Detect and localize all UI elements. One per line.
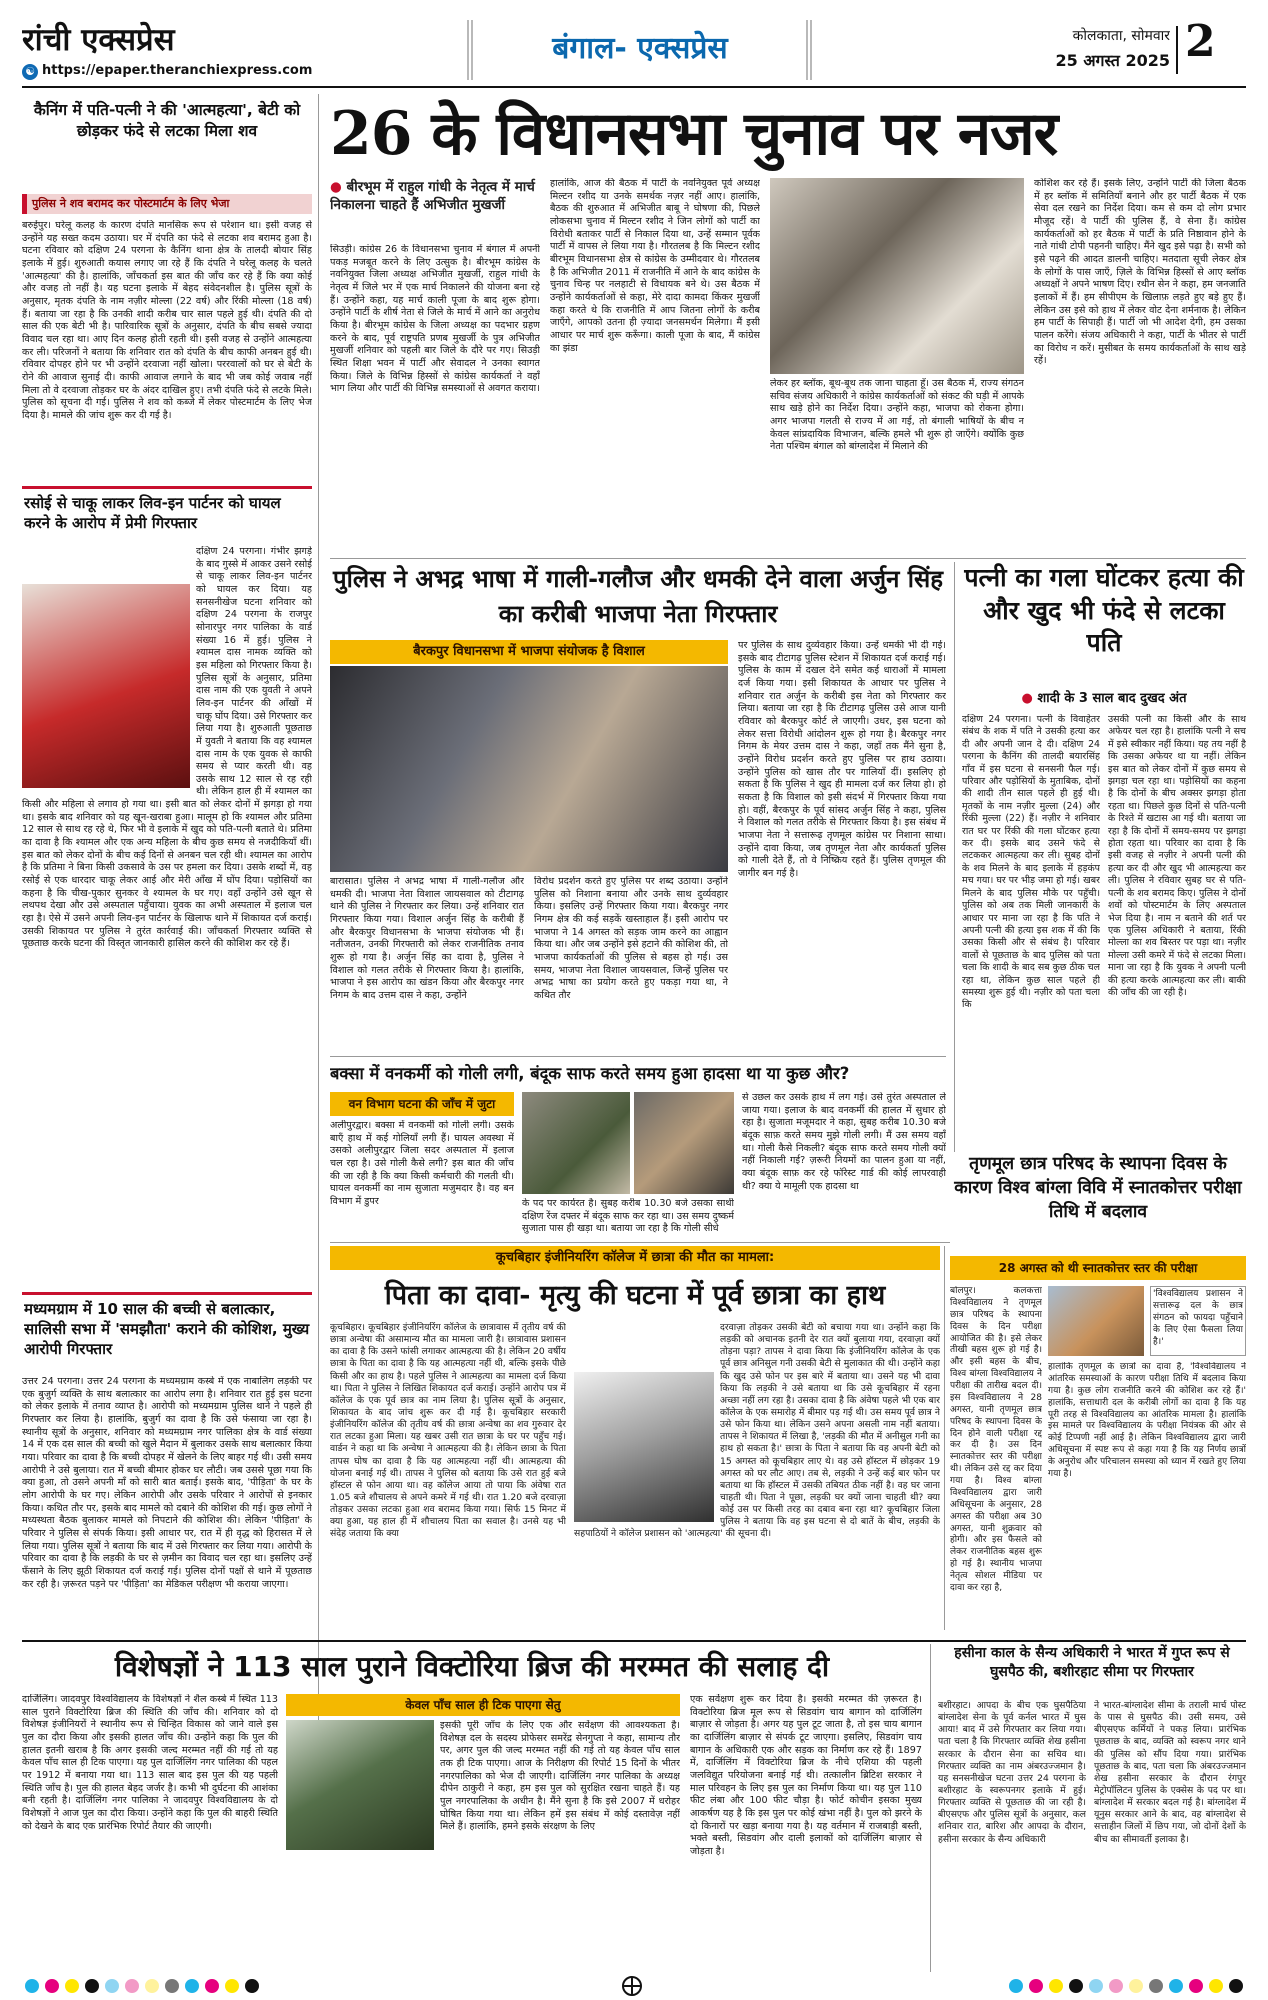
left-column [22,94,312,1804]
section-rule [330,558,1246,559]
tmc-quote: 'विश्वविद्यालय प्रशासन ने सत्तारूढ़ दल के छात्र संगठन को फायदा पहुँचाने के लिए ऐसा फैसला लिया है।' [1150,1286,1246,1356]
masthead-rule [22,86,1246,88]
cooch-col-2 [574,1322,940,1630]
tmc-col-2: हालांकि तृणमूल के छात्रों का दावा है, 'विश्वविद्यालय ने आंतरिक समस्याओं के कारण परीक्षा तिथि में बदलाव किया गया है। कुछ लोग राजनीति करने की कोशिश कर रहे हैं।' हालांकि, सत्ताधारी दल के करीबी लोगों का दावा है कि यह पूरी तरह से विश्वविद्यालय का आंतरिक मामला है। हालांकि इस मामले पर विश्वविद्यालय के परीक्षा नियंत्रक की ओर से कोई टिप्पणी नहीं आई है। लेकिन विश्वविद्यालय द्वारा जारी अधिसूचना में स्पष्ट रूप से कहा गया है कि यह निर्णय छात्रों के अनुरोध और परिचालन समस्या को ध्यान में रखते हुए लिया गया है। [1048,1362,1246,1479]
knife-photo [22,584,190,788]
lead-photo [770,178,1024,374]
shot-col-2: के पद पर कार्यरत है। सुबह करीब 10.30 बजे उसका साथी दक्षिण रेंज दफ्तर में बंदूक साफ कर रहा था। उस समय दुष्कर्म सुजाता पास ही खड़ा था। बताया जा रहा है कि गोली सीधे [522,1198,734,1235]
arrest-banner: बैरकपुर विधानसभा में भाजपा संयोजक है विशाल [330,640,728,664]
canning-story-headline: कैनिंग में पति-पत्नी ने की 'आत्महत्या', बेटी को छोड़कर फंदे से लटका मिला शव [33,101,301,140]
canning-story-body: बरुईपुर। घरेलू कलह के कारण दंपति मानसिक रूप से परेशान था। इसी वजह से उन्होंने यह सख्त कदम उठाया। घर में दंपति का फंदे से लटका शव बरामद हुआ है। घटना रविवार को दक्षिण 24 परगना के कैनिंग थाना क्षेत्र के तालदी बोयार सिंह इलाके में हुई। शुरुआती कयास लगाए जा रहे हैं कि दंपति ने घरेलू कलह के चलते 'आत्महत्या' की है। हालांकि, जाँचकर्ता इस बात की जाँच कर रहे हैं कि क्या कोई और वजह तो नहीं है। यह घटना इलाके में बेहद संवेदनशील है। पुलिस सूत्रों के अनुसार, मृतक दंपति के नाम नज़ीर मोल्ला (22 वर्ष) और रिंकी मोल्ला (18 वर्ष) हैं। बताया जा रहा है कि उनकी शादी करीब चार साल पहले हुई थी। दंपति की दो साल की एक बेटी भी है। पारिवारिक सूत्रों के अनुसार, दंपति के बीच सबसे ज्यादा विवाद चल रहा था। आए दिन कलह होती रहती थी। इसी वजह से उन्होंने आत्महत्या कर ली। परिजनों ने बताया कि शनिवार रात को दंपति के बीच काफी अनबन हुई थी। रविवार दोपहर होने पर भी उन्होंने दरवाजा नहीं खोला। पररवालों को घर से बेटी के रोने की आवाज सुनाई दी। काफी आवाज लगाने के बाद भी जब कोई जवाब नहीं मिला तो वे दरवाजा तोड़कर घर के अंदर दाखिल हुए। तभी दंपति फंदे से लटके मिले। पुलिस को सूचना दी गई। पुलिस ने शव को कब्जे में लेकर पोस्टमार्टम के लिए भेज दिया है। मामले की जांच शुरू कर दी गई है। [22,220,312,421]
arrest-col-2: विरोध प्रदर्शन करते हुए पुलिस पर शब्द उठाया। उन्होंने पुलिस को निशाना बनाया और उनके साथ दुर्व्यवहार किया। इसलिए उन्हें गिरफ्तार किया गया। बैरकपुर नगर निगम क्षेत्र की कई सड़कें खस्ताहाल हैं। इसी आरोप पर भाजपा ने 14 अगस्त को सड़क जाम करने का आह्वान किया था। और जब उन्होंने इसे हटाने की कोशिश की, तो भाजपा कार्यकर्ताओं की पुलिस से बहस हो गई। उस समय, भाजपा नेता विशाल जायसवाल, जिन्हें पुलिस पर अभद्र भाषा का प्रयोग करते हुए पकड़ा गया था, ने कथित तौर [534,876,728,1001]
shot-headline: बक्सा में वनकर्मी को गोली लगी, बंदूक साफ करते समय हुआ हादसा था या कुछ और? [330,1064,850,1083]
cooch-student-photo [574,1372,714,1522]
lead-col-2: हालांकि, आज की बैठक में पार्टी के नवनियुक्त पूर्व अध्यक्ष मिल्टन रशीद या उनके समर्थक नज़र नहीं आए। हालांकि, बैठक की शुरुआत में अभिजीत बाबू ने घोषणा की, पिछले लोकसभा चुनाव में मिल्टन रशीद ने जिन लोगों को पार्टी का विरोधी बताकर पार्टी से निकाल दिया था, उन्हें सम्मान पूर्वक पार्टी में वापस ले लिया गया है। गौरतलब है कि मिल्टन रशीद बीरभूम विधानसभा क्षेत्र से कांग्रेस के उम्मीदवार थे। गौरतलब है कि अभिजीत 2011 में राजनीति में आने के बाद कांग्रेस के चुनाव चिन्ह पर नलहाटी से विधायक बने थे। उस बैठक में उन्होंने कार्यकर्ताओं से कहा, मेरे दादा कामदा किंकर मुखर्जी कहा करते थे कि राजनीति में आप जितना लोगों के करीब जाएँगे, आपको उतना ही ज़्यादा जनसमर्थन मिलेगा। मैं इसी आधार पर मार्च शुरू करूँगा। काली पूजा के बाद, मैं कांग्रेस का झंडा [550,178,760,354]
shot-photo-1 [522,1092,630,1194]
cmyk-dots-right [822,1978,1246,1994]
arrest-col-1: बारासात। पुलिस ने अभद्र भाषा में गाली-गलौज और धमकी दी। भाजपा नेता विशाल जायसवाल को टीटागढ़ थाने की पुलिस ने गिरफ्तार कर लिया। उन्हें शनिवार रात गिरफ्तार किया गया। विशाल अर्जुन सिंह के करीबी हैं और बैरकपुर विधानसभा के भाजपा संयोजक भी हैं। नतीजतन, उनकी गिरफ्तारी को लेकर राजनीतिक तनाव शुरू हो गया है। अर्जुन सिंह का दावा है, पुलिस ने विशाल को गलत तरीके से गिरफ्तार किया है। हालांकि, भाजपा ने इस आरोप का खंडन किया और बैरकपुर नगर निगम के बाद उत्तम दास ने कहा, उन्होंने [330,876,524,1001]
page-number: 2 [1185,16,1216,67]
bridge-photo [286,1720,434,1850]
shot-col-1: अलीपुरद्वार। बक्सा में वनकर्मी को गोली लगी। उसके बाएँ हाथ में कई गोलियाँ लगी हैं। घायल अवस्था में उसको अलीपुरद्वार जिला सदर अस्पताल में इलाज चल रहा है। उसे गोली कैसे लगी? इस बात की जाँच की जा रही है कि क्या किसी कर्मचारी की गलती थी। घायल वनकर्मी का नाम सुजाता मजुमदार है। वह बन विभाग में डुपर [330,1120,514,1207]
section-rule [330,1056,946,1057]
shot-col-3: से उछल कर उसके हाथ में लग गई। उसे तुरंत अस्पताल ले जाया गया। इलाज के बाद वनकर्मी की हालत में सुधार हो रहा है। सुजाता मजूमदार ने कहा, सुबह करीब 10.30 बजे बंदूक साफ़ करते समय मुझे गोली लगी। मैं उस समय वहाँ था। गोली कैसे निकली? बंदूक साफ करते समय गोली क्यों नहीं निकाली गई? ज़रूरी नियमों का पालन हुआ या नहीं, क्या बंदूक साफ़ कर रहे फॉरेस्ट गार्ड की कोई लापरवाही थी? क्या ये मामूली एक हादसा था [742,1092,946,1192]
madhyamgram-story-headline: मध्यमग्राम में 10 साल की बच्ची से बलात्कार, सालिसी सभा में 'समझौता' कराने की कोशिश, मुख्य आरोपी गिरफ्तार [24,1300,310,1358]
epaper-url[interactable]: https://epaper.theranchiexpress.com [42,63,313,78]
tmc-headline: तृणमूल छात्र परिषद के स्थापना दिवस के कारण विश्व बांग्ला विवि में स्नातकोत्तर परीक्षा तिथि में बदलाव [950,1152,1246,1252]
cooch-col-2-text: दरवाज़ा तोड़कर उसकी बेटी को बचाया गया था। उन्होंने कहा कि लड़की को अचानक इतनी देर रात क्यों बुलाया गया, दरवाज़ा क्यों तोड़ना पड़ा? तापस ने दावा किया कि इंजीनियरिंग कॉलेज के एक पूर्व छात्र अनिसुल गनी उसकी बेटी से मुलाकात की थी। उन्होंने कहा कि खुद उसे फोन पर इस बारे में बताया था। उसने यह भी दावा किया कि लड़की ने उसे बताया था कि उसे कूचबिहार में रहना अच्छा नहीं लग रहा है। उसका दावा है कि अंवेषा पहले भी एक बार कॉलेज के एक समारोह में बीमार पड़ गई थी। उस समय पूर्व छात्र ने उसे फोन किया था। लेकिन उसने अपना असली नाम नहीं बताया। तापस ने शिकायत में लिखा है, 'लड़की की मौत में अनीसुल गनी का हाथ हो सकता है।' छात्रा के पिता ने बताया कि वह अपनी बेटी को 15 अगस्त को कूचबिहार लाए थे। वह उसे हॉस्टल में छोड़कर 19 अगस्त को घर लौट आए। तब से, लड़की ने उन्हें कई बार फोन पर बताया था कि हॉस्टल में उसकी तबियत ठीक नहीं है। वह घर जाना चाहती थी। पिता ने पूछा, लड़की घर क्यों जाना चाहती थी? क्या कोई उस पर किसी तरह का दबाव बना रहा था? कूचबिहार जिला पुलिस ने बताया कि वह इस घटना से दो बातें के बीच, लड़की के सहपाठियों ने कॉलेज प्रशासन को 'आत्महत्या' की सूचना दी। [574,1322,940,1540]
divider [22,486,312,489]
knife-story-headline: रसोई से चाकू लाकर लिव-इन पार्टनर को घायल करने के आरोप में प्रेमी गिरफ्तार [24,494,281,532]
web-icon: ☯ [22,64,38,80]
lead-headline: 26 के विधानसभा चुनाव पर नजर [330,99,1058,169]
arrest-photo [330,666,728,872]
section-rule [22,1640,1246,1642]
section-title: बंगाल- एक्सप्रेस [552,31,728,66]
masthead [0,0,1268,92]
registration-mark-icon [622,1976,642,1996]
divider [22,1292,312,1295]
canning-story-subhead: पुलिस ने शव बरामद कर पोस्टमार्टम के लिए भेजा [22,194,312,214]
bdr-col-1: बशीरहाट। आपदा के बीच एक घुसपैठिया बांग्लादेश सेना के पूर्व कर्नल भारत में घुस आया! बाद में उसे गिरफ्तार कर लिया गया। पता चला है कि गिरफ्तार व्यक्ति शेख हसीना सरकार के दौरान सेना का सचिव था। गिरफ्तार व्यक्ति का नाम अंबरउज्जमान है। यह सनसनीखेज घटना उत्तर 24 परगना के बशीरहाट के स्वरूपनगर इलाके में हुई। गिरफ्तार व्यक्ति से पूछताछ की जा रही है। बीएसएफ और पुलिस सूत्रों के अनुसार, कल शनिवार रात, बारिश और आपदा के दौरान, हसीना सरकार के सैन्य अधिकारी [938,1700,1086,1845]
wife-headline: पत्नी का गला घोंटकर हत्या की और खुद भी फंदे से लटका पति [964,563,1244,657]
column-rule [954,562,955,1242]
lead-col-3: लेकर हर ब्लॉक, बूथ-बूथ तक जाना चाहता हूँ। उस बैठक में, राज्य संगठन सचिव संजय अधिकारी ने कांग्रेस कार्यकर्ताओं को संकट की घड़ी में आपके साथ खड़े होने का निर्देश दिया। उन्होंने कहा, भाजपा को रोकना होगा। अगर भाजपा गलती से राज्य में आ गई, तो बंगाली भाषियों के बीच न केवल सांप्रदायिक विभाजन, बल्कि हमले भी शुरू हो जाएँगे। क्योंकि कुछ नेता पश्चिम बंगाल को बांग्लादेश में मिलाने की [770,378,1024,453]
cooch-col-1: कूचबिहार। कूचबिहार इंजीनियरिंग कॉलेज के छात्रावास में तृतीय वर्ष की छात्रा अन्वेषा की असामान्य मौत का मामला जारी है। छात्रावास प्रशासन का दावा है कि उसने फांसी लगाकर आत्महत्या की है। लेकिन 20 वर्षीय छात्रा के पिता का दावा है कि यह आत्महत्या नहीं थी, बल्कि इसके पीछे किसी और का हाथ है। पहले पुलिस ने आत्महत्या का मामला दर्ज किया था। पिता ने पुलिस ने लिखित शिकायत दर्ज कराई। उन्होंने आरोप पत्र में कॉलेज के एक पूर्व छात्र का नाम लिया है। पुलिस सूत्रों के अनुसार, शिकायत के बाद जांच शुरू कर दी गई है। कूचबिहार सरकारी इंजीनियरिंग कॉलेज की तृतीय वर्ष की छात्रा अन्वेषा का शव गुरुवार देर रात लटका हुआ मिला। यह खबर उसी रात छात्रा के घर पर पहुँच गई। वार्डन ने कहा था कि अन्वेषा ने आत्महत्या की है। लेकिन छात्रा के पिता तापस घोष का दावा है कि यह आत्महत्या नहीं थी। आत्महत्या की योजना बनाई गई थी। तापस ने पुलिस को बताया कि उसे रात हुई बजे हॉस्टल से फोन आया था। वह कॉलेज आया तो पाया कि अंवेषा रात 1.05 बजे शौचालय से अपने कमरे में गई थी। रात 1.20 बजे दरवाज़ा तोड़कर उसका लटका हुआ शव बरामद किया गया। सिर्फ 15 मिनट में क्या हुआ, यह हाल ही में शौचालय पिता का सवाल है। उनसे यह भी संदेह जताया कि क्या [330,1322,566,1540]
madhyamgram-story-body: उत्तर 24 परगना। उत्तर 24 परगना के मध्यमग्राम कस्बे में एक नाबालिग लड़की पर एक बुजुर्ग व्यक्ति के साथ बलात्कार का आरोप लगा है। शनिवार रात हुई इस घटना को लेकर इलाके में तनाव व्याप्त है। आरोपी को मध्यमग्राम पुलिस थाने ने पहले ही गिरफ्तार कर लिया है। हालांकि, बुजुर्ग का दावा है कि उसे फंसाया जा रहा है। स्थानीय सूत्रों के अनुसार, शनिवार को मध्यमग्राम नगर पालिका क्षेत्र के वार्ड संख्या 14 में एक दस साल की बच्ची को खुले मैदान में बुलाकर उसके साथ बलात्कार किया गया। परिवार का दावा है कि बच्ची दोपहर में खेलने के लिए बाहर गई थी। उसी समय आरोपी ने उसे बुलाया। रात में बच्ची बीमार होकर घर लौटी। जब उससे पूछा गया कि क्या हुआ, तो उसने अपनी माँ को सारी बात बताई। इसके बाद, 'पीड़िता' के घर के लोग आरोपी के घर गए। लेकिन आरोपी और उसके परिवार ने आरोपों से इनकार किया। कथित तौर पर, इसके बाद मामले को दबाने की कोशिश की गई। कुछ लोगों ने मध्यस्थता बैठक बुलाकर मामले को निपटाने की कोशिश की। लेकिन 'पीड़िता' के परिवार ने पुलिस से संपर्क किया। इसी आधार पर, रात में ही वृद्ध को हिरासत में ले लिया गया। पुलिस सूत्रों ने बताया कि बाद में उसे गिरफ्तार कर लिया गया। आरोपी के परिवार का दावा है कि लड़की के घर से ज़मीन का विवाद चल रहा था। इसलिए उन्हें फँसाने के लिए झूठी शिकायत दर्ज कराई गई। पुलिस दोनों पक्षों से थाने में पूछताछ कर रही है। ज़रूरत पड़ने पर 'पीड़िता' का मेडिकल परीक्षण भी कराया जाएगा। [22,1376,312,1590]
bridge-col-2: इसकी पूरी जाँच के लिए एक और सर्वेक्षण की आवश्यकता है। विशेषज्ञ दल के सदस्य प्रोफेसर समरेंद्र सेनगुप्ता ने कहा, सामान्य तौर पर, अगर पुल की जल्द मरम्मत नहीं की गई तो यह केवल पाँच साल तक ही टिक पाएगा। आज के निरीक्षण की रिपोर्ट 15 दिनों के भीतर नगरपालिका को भेज दी जाएगी। दार्जिलिंग नगर पालिका के अध्यक्ष दीपेन ठाकुरी ने कहा, हम इस पुल को सुरक्षित रखना चाहते हैं। यह पुल नगरपालिका के अधीन है। मैंने सुना है कि इसे 2007 में धरोहर घोषित किया गया था। लेकिन हमें इस संबंध में कोई दस्तावेज़ नहीं मिले हैं। हालांकि, हमने इसके संरक्षण के लिए [440,1720,680,1833]
arrest-headline: पुलिस ने अभद्र भाषा में गाली-गलौज और धमकी देने वाला अर्जुन सिंह का करीबी भाजपा नेता गिरफ्तार [333,565,943,628]
bridge-headline: विशेषज्ञों ने 113 साल पुराने विक्टोरिया ब्रिज की मरम्मत की सलाह दी [114,1650,830,1683]
print-registration-bar [22,1976,1246,1996]
newspaper-logo: रांची एक्सप्रेस [22,22,175,58]
page-divider [1176,26,1178,74]
wife-subhead: ● शादी के 3 साल बाद दुखद अंत [1021,691,1187,706]
lead-kicker-text: बीरभूम में राहुल गांधी के नेतृत्व में मार्च निकालना चाहते हैं अभिजीत मुखर्जी [330,179,535,214]
tmc-banner: 28 अगस्त को थी स्नातकोत्तर स्तर की परीक्षा [950,1256,1246,1280]
dateline-date: 25 अगस्त 2025 [1055,51,1170,70]
tmc-photo [1048,1286,1144,1356]
shot-banner: वन विभाग घटना की जाँच में जुटा [330,1092,514,1116]
lead-col-4: कोशिश कर रहे हैं। इसके लिए, उन्होंने पार्टी की जिला बैठक में हर ब्लॉक में समितियाँ बनाने और हर पार्टी बैठक में एक सेवा दल रखने का निर्देश दिया। कम से कम दो लोग प्रभार मौजूद रहें। वे पार्टी की पुलिस हैं, वे सेना हैं। कांग्रेस कार्यकर्ताओं को हर बैठक में पार्टी के प्रति निष्ठावान होने के नाते गांधी टोपी पहननी चाहिए। मैंने खुद इसे पढ़ा है। सभी को इसे पढ़ने की आदत डालनी चाहिए। मतदाता सूची लेकर क्षेत्र के लोगों के पास जाएँ, ज़िले के विभिन्न हिस्सों से आए ब्लॉक अध्यक्षों ने अपने भाषण दिए। रथीन सेन ने कहा, हम जनजाति इलाकों में हैं। हम सीपीएम के खिलाफ़ लड़ते हुए बड़े हुए हैं। लेकिन उस इसे को हाथ में लेकर वोट देना शर्मनाक है। लेकिन हम पार्टी के सिपाही हैं। पार्टी जो भी आदेश देगी, हम उसका पालन करेंगे। संजय अधिकारी ने कहा, पार्टी के भीतर से पार्टी का विरोध न करें। मुसीबत के समय कार्यकर्ताओं के साथ खड़े रहें। [1034,178,1246,367]
lead-col-1: सिउड़ी। कांग्रेस 26 के विधानसभा चुनाव में बंगाल में अपनी पकड़ मजबूत करने के लिए उत्सुक है। बीरभूम कांग्रेस के नवनियुक्त जिला अध्यक्ष अभिजीत मुखर्जी, राहुल गांधी के नेतृत्व में जिले भर में एक मार्च निकालने की योजना बना रहे हैं। उन्होंने कहा, यह मार्च काली पूजा के बाद शुरू होगा। उन्होंने पार्टी के शीर्ष नेता से जिले के मार्च में आने का अनुरोध किया है। बीरभूम कांग्रेस के जिला अध्यक्ष का पदभार ग्रहण करने के बाद, पूर्व राष्ट्रपति प्रणब मुखर्जी के पुत्र अभिजीत मुखर्जी शनिवार को पहली बार जिले के दौरे पर गए। सिउड़ी स्थित शिक्षा भवन में पार्टी और सेवादल ने उनका स्वागत किया। जिले के विभिन्न हिस्सों से कांग्रेस कार्यकर्ता ने वहाँ भाग लिया और पार्टी की विभिन्न समस्याओं से अवगत कराया। [330,244,540,395]
shot-photo-2 [634,1092,734,1194]
bridge-col-1: दार्जिलिंग। जादवपुर विश्वविद्यालय के विशेषज्ञों ने शैल कस्बे में स्थित 113 साल पुराने विक्टोरिया ब्रिज की स्थिति की जाँच की। शनिवार को दो विशेषज्ञ इंजीनियरों ने स्थानीय रूप से चिन्हित विकास को जाने वाले इस पुल का दौरा किया और इसकी हालत जाँच की। उन्होंने कहा कि पुल की हालत इतनी खराब है कि अगर इसकी जल्द मरम्मत नहीं की गई तो यह केवल पाँच साल ही टिक पाएगा। यह पुल दार्जिलिंग नगर पालिका की पहल पर 1912 में बनाया गया था। 113 साल बाद इस पुल की यह पहली स्थिति जाँच है। पुल की हालत बेहद जर्जर है। कभी भी दुर्घटना की आशंका बनी रहती है। दार्जिलिंग नगर पालिका ने जादवपुर विश्वविद्यालय के दो विशेषज्ञों ने आज पुल का दौरा किया। उन्होंने कहा कि पुल की बाहरी स्थिति को देखने के बाद एक प्रारंभिक रिपोर्ट तैयार की जाएगी। [22,1694,278,1832]
bridge-banner: केवल पाँच साल ही टिक पाएगा सेतु [286,1694,680,1716]
bdr-col-2: ने भारत-बांग्लादेश सीमा के तराली मार्च पोस्ट के पास से घुसपैठ की। उसी समय, उसे बीएसएफ कर्मियों ने पकड़ लिया। प्रारंभिक पूछताछ के बाद, व्यक्ति को स्वरूप नगर थाने की पुलिस को सौंप दिया गया। प्रारंभिक पूछताछ के बाद, पता चला कि अंबरउज्जमान शेख हसीना सरकार के दौरान रंगपुर मेट्रोपॉलिटन पुलिस के एक्सेस के पद पर था। बांग्लादेश में सरकार बदल गई है। बांग्लादेश में यूनुस सरकार आने के बाद, वह बांग्लादेश से सत्ताहीन जिलों में छिप गया, जो दोनों देशों के बीच का सीमावर्ती इलाका है। [1094,1700,1246,1845]
tmc-col-1: बोलपुर। कलकत्ता विश्वविद्यालय ने तृणमूल छात्र परिषद के स्थापना दिवस के दिन परीक्षा आयोजित की है। इसे लेकर तीखी बहस शुरू हो गई है। और इसी बहस के बीच, विश्व बांग्ला विश्वविद्यालय ने परीक्षा की तारीख बदल दी। इस विश्वविद्यालय ने 28 अगस्त, यानी तृणमूल छात्र परिषद के स्थापना दिवस के दिन होने वाली परीक्षा रद्द कर दी है। उस दिन स्नातकोत्तर स्तर की परीक्षा थी। लेकिन उसे रद्द कर दिया गया है। विश्व बांग्ला विश्वविद्यालय द्वारा जारी अधिसूचना के अनुसार, 28 अगस्त की परीक्षा अब 30 अगस्त, यानी शुक्रवार को होगी। और इस फैसले को लेकर राजनीतिक बहस शुरू हो गई है। स्थानीय भाजपा नेतृत्व सोशल मीडिया पर दावा कर रहा है, [950,1286,1042,1593]
wife-col-2: उसकी पत्नी का किसी और के साथ अफेयर चल रहा है। हालांकि पत्नी ने सच में इसे स्वीकार नहीं किया। यह तय नहीं है कि उसका अफेयर था या नहीं। लेकिन इस बात को लेकर दोनों में कुछ समय से झगड़ा चल रहा था। पड़ोसियों का कहना है कि दोनों के बीच अक्सर झगड़ा होता रहता था। पिछले कुछ दिनों से पति-पत्नी के रिश्ते में खटास आ गई थी। बताया जा रहा है कि दोनों में समय-समय पर झगड़ा होता रहता था। परिवार का दावा है कि इसी वजह से नज़ीर ने अपनी पत्नी की हत्या कर दी और खुद भी आत्महत्या कर ली। पुलिस ने रविवार सुबह घर से पति-पत्नी के शव बरामद किए। पुलिस ने दोनों शवों को पोस्टमार्टम के लिए अस्पताल भेज दिया है। नाम न बताने की शर्त पर एक पुलिस अधिकारी ने बताया, रिंकी मोल्ला का शव बिस्तर पर पड़ा था। नज़ीर मोल्ला उसी कमरे में फंदे से लटका मिला। माना जा रहा है कि युवक ने अपनी पत्नी की हत्या करके आत्महत्या कर ली। बाकी की जाँच की जा रही है। [1108,714,1246,998]
cmyk-dots-left [22,1978,442,1994]
arrest-col-3: पर पुलिस के साथ दुर्व्यवहार किया। उन्हें धमकी भी दी गई। इसके बाद टीटागढ़ पुलिस स्टेशन में शिकायत दर्ज कराई गई। पुलिस के काम में दखल देने समेत कई धाराओं में मामला दर्ज किया गया। इसी शिकायत के आधार पर पुलिस ने शनिवार रात अर्जुन के करीबी इस नेता को गिरफ्तार कर लिया। बताया जा रहा है कि टीटागढ़ पुलिस उसे आज यानी रविवार को बैरकपुर कोर्ट ले जाएगी। उधर, इस घटना को लेकर सत्ता विरोधी आंदोलन शुरू हो गया है। बैरकपुर नगर निगम के मेयर उत्तम दास ने कहा, जहाँ तक मैंने सुना है, उन्होंने विरोध प्रदर्शन करते हुए पुलिस पर हाथ उठाया। उन्होंने पुलिस को खास तौर पर गालियाँ दीं। इसलिए हो सकता है कि पुलिस ने खुद ही मामला दर्ज कर लिया हो। हो सकता है कि विशाल को इसी संदर्भ में गिरफ्तार किया गया हो। वहीं, बैरकपुर के पूर्व सांसद अर्जुन सिंह ने कहा, पुलिस ने विशाल को गलत तरीके से गिरफ्तार किया है। इस संबंध में भाजपा नेता ने सत्तारूढ़ तृणमूल कांग्रेस पर निशाना साधा। उन्होंने दावा किया, जब तृणमूल नेता और कार्यकर्ता पुलिस को गाली देते हैं, तो वे निष्क्रिय रहते हैं। पुलिस तृणमूल की जागीर बन गई है। [738,640,946,879]
lead-kicker: ● बीरभूम में राहुल गांधी के नेतृत्व में मार्च निकालना चाहते हैं अभिजीत मुखर्जी [330,179,535,214]
dateline-city: कोलकाता, सोमवार [1072,28,1170,44]
bdr-headline: हसीना काल के सैन्य अधिकारी ने भारत में गुप्त रूप से घुसपैठ की, बशीरहाट सीमा पर गिरफ्तार [954,1645,1230,1680]
column-rule [930,1644,931,1972]
knife-story-body: दक्षिण 24 परगना। गंभीर झगड़े के बाद गुस्से में आकर उसने रसोई से चाकू लाकर लिव-इन पार्टनर को घायल कर दिया। यह सनसनीखेज घटना शनिवार को दक्षिण 24 परगना के राजपुर सोनारपुर नगर पालिका के वार्ड संख्या 16 में हुई। पुलिस ने श्यामल दास नामक व्यक्ति को इस महिला को गिरफ्तार किया है। पुलिस सूत्रों के अनुसार, प्रतिमा दास नाम की एक युवती ने अपने लिव-इन पार्टनर की आँखों में चाकू घोंप दिया। उसे गिरफ्तार कर लिया गया है। शुरुआती पूछताछ में युवती ने बताया कि वह श्यामल दास नाम के एक युवक से काफी समय से प्यार करती थी। वह उसके साथ 12 साल से रह रही थी। लेकिन हाल ही में श्यामल का किसी और महिला से लगाव हो गया था। इसी बात को लेकर दोनों में झगड़ा हो गया था। इसके बाद शनिवार को यह खून-खराबा हुआ। मालूम हो कि श्यामल और प्रतिमा 12 साल से साथ रह रहे थे, फिर भी वे इलाके में खुद को पति-पत्नी बताते थे। प्रतिमा का दावा है कि श्यामल और एक अन्य महिला के बीच कुछ समय से नजदीकियाँ थीं। इस बात को लेकर दोनों के बीच कई दिनों से अनबन चल रही थी। श्यामल का आरोप है कि प्रतिमा ने बिना किसी उकसावे के उस पर हमला कर दिया। उसके शब्दों में, वह रसोई से एक धारदार चाकू लेकर आई और मेरी आँख में घोंप दिया। पड़ोसियों का कहना है कि चीख-पुकार सुनकर वे श्यामल के घर गए। वहाँ उन्होंने उसे खून से लथपथ देखा और उसे अस्पताल पहुँचाया। युवक का अभी अस्पताल में इलाज चल रहा है। ऐसे में उसने अपनी लिव-इन पार्टनर के खिलाफ थाने में शिकायत दर्ज कराई। उसकी शिकायत पर पुलिस ने तुरंत कार्रवाई की। जाँचकर्ता गिरफ्तार व्यक्ति से पूछताछ करके घटना की विस्तृत जानकारी हासिल करने की कोशिश कर रहे हैं। [22,546,312,950]
wife-subhead-text: शादी के 3 साल बाद दुखद अंत [1037,691,1187,706]
wife-col-1: दक्षिण 24 परगना। पत्नी के विवाहेतर संबंध के शक में पति ने उसकी हत्या कर दी और अपनी जान दे दी। दक्षिण 24 परगना के कैनिंग की तालदी बयारसिंह गाँव में इस घटना से सनसनी फैल गई। परिवार और पड़ोसियों के मुताबिक, दोनों की शादी तीन साल पहले ही हुई थी। मृतकों के नाम नज़ीर मुल्ला (24) और रिंकी मुल्ला (22) हैं। नज़ीर ने शनिवार रात घर पर रिंकी की गला घोंटकर हत्या कर दी। इसके बाद उसने फंदे से लटककर आत्महत्या कर ली। सुबह दोनों के शव मिलने के बाद इलाके में हड़कंप मच गया। घर पर भीड़ जमा हो गई। खबर मिलने के बाद पुलिस मौके पर पहुँची। पुलिस को अब तक मिली जानकारी के आधार पर माना जा रहा है कि पति ने अपनी पत्नी की हत्या इस शक में की कि उसका किसी और से संबंध है। परिवार वालों से पूछताछ के बाद पुलिस को पता चला कि शादी के बाद सब कुछ ठीक चल रहा था, लेकिन कुछ साल पहले ही समस्या शुरू हुई थी। नज़ीर को पता चला कि [962,714,1100,1011]
knife-story-body-top [22,546,312,1286]
column-rule [318,94,319,1804]
cooch-banner: कूचबिहार इंजीनियरिंग कॉलेज में छात्रा की मौत का मामला: [330,1246,940,1270]
bridge-col-3: एक सर्वेक्षण शुरू कर दिया है। इसकी मरम्मत की ज़रूरत है। विक्टोरिया ब्रिज मूल रूप से सिडवांग चाय बागान को दार्जिलिंग बाज़ार से जोड़ता है। अगर यह पुल टूट जाता है, तो इस चाय बागान का दार्जिलिंग बाज़ार से संपर्क टूट जाएगा। इसलिए, सिडवांग चाय बागान के अधिकारी एक और सड़क का निर्माण कर रहे हैं। 1897 में, दार्जिलिंग में विक्टोरिया ब्रिज के नीचे एशिया की पहली जलविद्युत परियोजना बनाई गई थी। तत्कालीन ब्रिटिश सरकार ने माल परिवहन के लिए इस पुल का निर्माण किया था। यह पुल 110 फीट लंबा और 100 फीट चौड़ा है। फोर्ट कोचीन इसका मुख्य आकर्षण यह है कि इस पुल पर कोई खंभा नहीं है। पुल को झरने के दो किनारों पर खड़ा बनाया गया है। यह वर्तमान में राजबाड़ी बस्ती, भक्ते बस्ती, सिडवांग और दाली इलाकों को दार्जिलिंग बाज़ार से जोड़ता है। [690,1694,922,1857]
column-rule [944,1246,945,1630]
cooch-headline: पिता का दावा- मृत्यु की घटना में पूर्व छात्रा का हाथ [384,1280,886,1311]
